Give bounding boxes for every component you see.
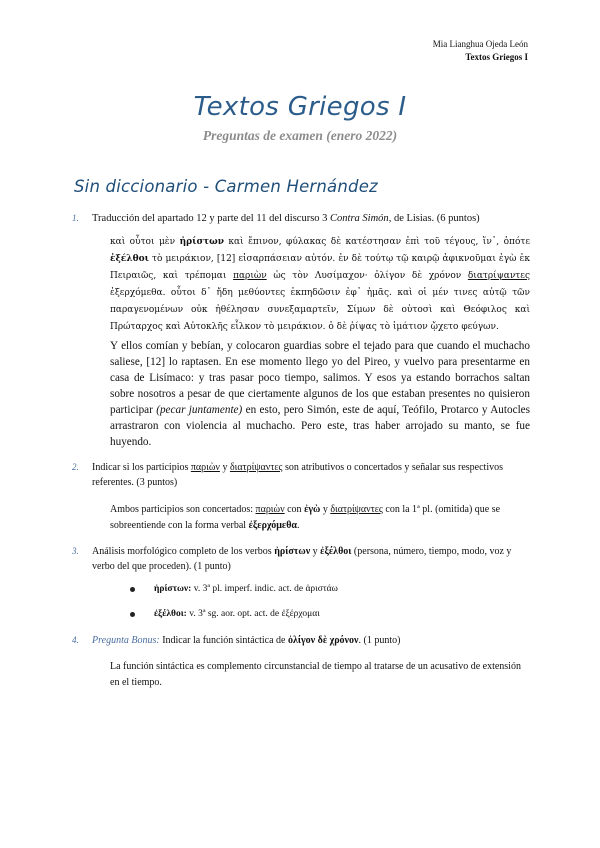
author-name: Mia Lianghua Ojeda León [432, 39, 528, 49]
bonus-label: Pregunta Bonus: [92, 635, 160, 646]
question-1-work-title: Contra Simón [330, 213, 389, 224]
translation-text: Y ellos comían y bebían, y colocaron guardias sobre el tejado para que cuando el muchacho saliese, [12] lo raptasen. En ese momento llego yo del Pireo, y vuelvo para presentarme en casa de Lisímaco: y tras pasar poco tiempo, salimos. Y esos ya estando borrachos saltan sobre nosotros a pesar de que ciertamente algunos de los que estaban presentes no quisieron participar [110, 340, 530, 416]
answer-4: La función sintáctica es complemento circunstancial de tiempo al tratarse de un acusativo de extensión en el tiempo. [110, 661, 521, 688]
question-4-text: . (1 punto) [358, 635, 401, 646]
bullet-icon [130, 612, 135, 617]
question-2-text: y [219, 462, 230, 473]
participle-diatripsantes: διατρίψαντες [229, 462, 283, 473]
answer-2-text: con la 1ª pl. (omitida) que se sobreentiende con la forma verbal [110, 504, 501, 531]
question-3-number: 3. [72, 546, 79, 556]
question-2-text: son atributivos o concertados y señalar sus respectivos referentes. (3 puntos) [92, 462, 504, 488]
question-1-text-b: , de Lisias. (6 puntos) [388, 213, 480, 224]
greek-text: ὡς τὸν Λυσίμαχον· ὀλίγον δὲ χρόνον [266, 271, 468, 281]
greek-passage [110, 234, 530, 336]
answer-2-text: Ambos participios son concertados: [110, 504, 256, 515]
translation-note: (pecar juntamente) [156, 404, 243, 416]
bullet-text: v. 3ª pl. imperf. indic. act. de ἀριστάω [191, 584, 338, 594]
section-heading: Sin diccionario - Carmen Hernández [74, 177, 378, 196]
bullet-icon [130, 587, 135, 592]
verb-exelthoi: ἐξέλθοι [320, 546, 352, 557]
document-subtitle: Preguntas de examen (enero 2022) [202, 128, 398, 143]
greek-text: συνεξαμαρτεῖν, Σίμων δὲ οὑτοσὶ καὶ Θεόφιλος καὶ Πρώταρχος καὶ Αὐτοκλῆς εἷλκον τὸ [110, 305, 530, 332]
document-title: Textos Griegos I [193, 92, 407, 122]
question-3-text: Análisis morfológico completo de los verbos [92, 546, 275, 557]
question-1-text-a: Traducción del apartado 12 y parte del 11 del discurso 3 [92, 213, 331, 224]
answer-2-term: παριὼν [255, 504, 285, 515]
answer-2-text: con [284, 504, 305, 515]
answer-2-text: y [320, 504, 331, 515]
greek-term-exelthoi: ἐξέλθοι [110, 254, 149, 264]
greek-text: καὶ οὗτοι μὲν [110, 237, 180, 247]
question-3 [72, 544, 528, 574]
question-4 [72, 633, 528, 648]
greek-text: καὶ τρέπομαι [156, 271, 234, 281]
question-4-number: 4. [72, 635, 79, 645]
greek-phrase: ὀλίγον δὲ χρόνον [287, 635, 359, 646]
bullet-term: ἠρίστων: [154, 584, 192, 594]
question-3-text: (persona, número, tiempo, modo, voz y verbo del que proceden). (1 punto) [92, 546, 512, 572]
question-2-text: Indicar si los participios [92, 462, 191, 473]
question-4-text: Indicar la función sintáctica de [159, 635, 288, 646]
greek-text: ἤδη μεθύοντες ἐκπηδῶσιν ἐφ᾽ ἡμᾶς. καὶ οἱ μέν τινες αὐτῷ τῶν παραγενομένων οὐκ ἠθέλησαν [110, 288, 530, 315]
question-2 [72, 460, 528, 490]
answer-2-term: ἐξερχόμεθα [248, 520, 297, 531]
greek-text: ἐξερχόμεθα. οὗτοι δ᾽ [110, 288, 212, 298]
question-3-text: y [310, 546, 321, 557]
bullet-term: ἐξέλθοι: [154, 609, 187, 619]
answer-2-term: διατρίψαντες [330, 504, 383, 515]
translation-paragraph [110, 338, 530, 450]
greek-text: μειράκιον. ὁ δὲ ῥίψας τὸ ἱμάτιον ᾤχετο φεύγων. [274, 322, 499, 332]
header-doc-ref: Textos Griegos I [465, 52, 528, 62]
participle-parion: παριὼν [190, 462, 220, 473]
verb-eriston: ἠρίστων [274, 546, 311, 557]
greek-term-diatripsantes: διατρίψαντες [467, 271, 530, 281]
greek-term-eriston: ἠρίστων [179, 237, 224, 247]
bullet-text: v. 3ª sg. aor. opt. act. de ἐξέρχομαι [186, 609, 320, 619]
greek-text: τὸ μειράκιον, [12] εἰσαρπάσειαν αὐτόν. ἐν δὲ τούτῳ τῷ καιρῷ ἀφικνοῦμαι ἐγὼ ἐκ Πειραιῶς, [110, 254, 530, 281]
translation-text: en esto, pero Simón, este de aquí, Teófilo, Protarco y Autocles arrastraron con violencia al muchacho. Pero este, tras haber arrojado su manto, se fue huyendo. [110, 404, 530, 448]
question-1-number: 1. [72, 213, 79, 223]
page-header [433, 38, 528, 64]
question-1 [72, 211, 528, 226]
greek-text: καὶ ἔπινον, φύλακας δὲ κατέστησαν ἐπὶ τοῦ τέγους, ἵν᾽, ὁπότε [223, 237, 531, 247]
answer-2-text: . [297, 520, 300, 531]
answer-2 [110, 502, 530, 534]
answer-2-term: ἐγὼ [304, 504, 321, 515]
question-2-number: 2. [72, 462, 79, 472]
greek-term-parion: παριὼν [233, 271, 267, 281]
